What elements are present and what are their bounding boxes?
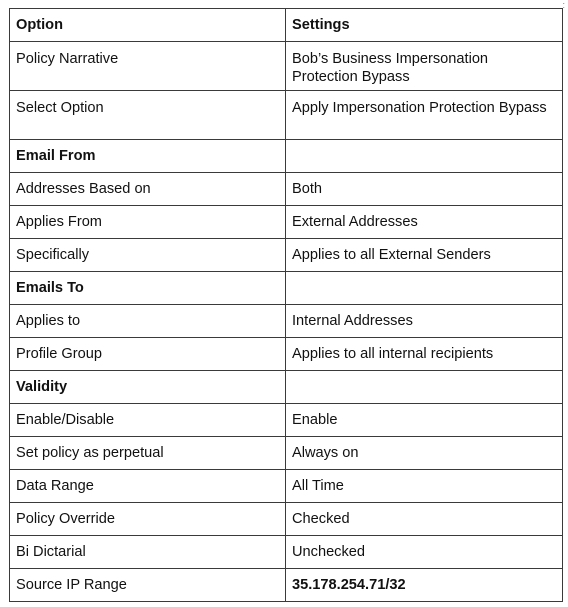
table-row-data-range (10, 470, 563, 503)
section-row-emails-to (10, 272, 563, 305)
setting-cell: Applies to all internal recipients (286, 338, 563, 371)
header-option: Option (10, 9, 286, 42)
table-row-perpetual (10, 437, 563, 470)
setting-cell: All Time (286, 470, 563, 503)
setting-cell: Unchecked (286, 536, 563, 569)
policy-settings-table (9, 8, 563, 602)
section-heading: Emails To (10, 272, 286, 305)
setting-cell: Both (286, 173, 563, 206)
setting-cell: Applies to all External Senders (286, 239, 563, 272)
setting-cell-ip: 35.178.254.71/32 (286, 569, 563, 602)
table-row-applies-to (10, 305, 563, 338)
option-cell: Source IP Range (10, 569, 286, 602)
section-row-validity (10, 371, 563, 404)
table-row-enable-disable (10, 404, 563, 437)
table-row-select-option (10, 91, 563, 140)
option-cell: Set policy as perpetual (10, 437, 286, 470)
setting-cell: Bob’s Business Impersonation Protection Bypass (286, 42, 563, 91)
table-header-row (10, 9, 563, 42)
table-row-policy-override (10, 503, 563, 536)
header-settings: Settings (286, 9, 563, 42)
table-row-bi-dictarial (10, 536, 563, 569)
setting-cell (286, 140, 563, 173)
option-cell: Specifically (10, 239, 286, 272)
table-row-addresses-based-on (10, 173, 563, 206)
table-row-specifically (10, 239, 563, 272)
section-row-email-from (10, 140, 563, 173)
setting-cell: Always on (286, 437, 563, 470)
option-cell: Policy Narrative (10, 42, 286, 91)
section-heading: Validity (10, 371, 286, 404)
option-cell: Applies to (10, 305, 286, 338)
option-cell: Select Option (10, 91, 286, 140)
setting-cell: Apply Impersonation Protection Bypass (286, 91, 563, 140)
setting-cell (286, 272, 563, 305)
setting-cell: External Addresses (286, 206, 563, 239)
table-row-policy-narrative (10, 42, 563, 91)
option-cell: Data Range (10, 470, 286, 503)
option-cell: Addresses Based on (10, 173, 286, 206)
setting-cell: Checked (286, 503, 563, 536)
setting-cell: Internal Addresses (286, 305, 563, 338)
setting-cell: Enable (286, 404, 563, 437)
table-row-applies-from (10, 206, 563, 239)
corner-marker: : (562, 0, 565, 10)
setting-cell (286, 371, 563, 404)
table-row-profile-group (10, 338, 563, 371)
option-cell: Applies From (10, 206, 286, 239)
option-cell: Bi Dictarial (10, 536, 286, 569)
option-cell: Profile Group (10, 338, 286, 371)
section-heading: Email From (10, 140, 286, 173)
option-cell: Enable/Disable (10, 404, 286, 437)
option-cell: Policy Override (10, 503, 286, 536)
table-row-source-ip-range (10, 569, 563, 602)
